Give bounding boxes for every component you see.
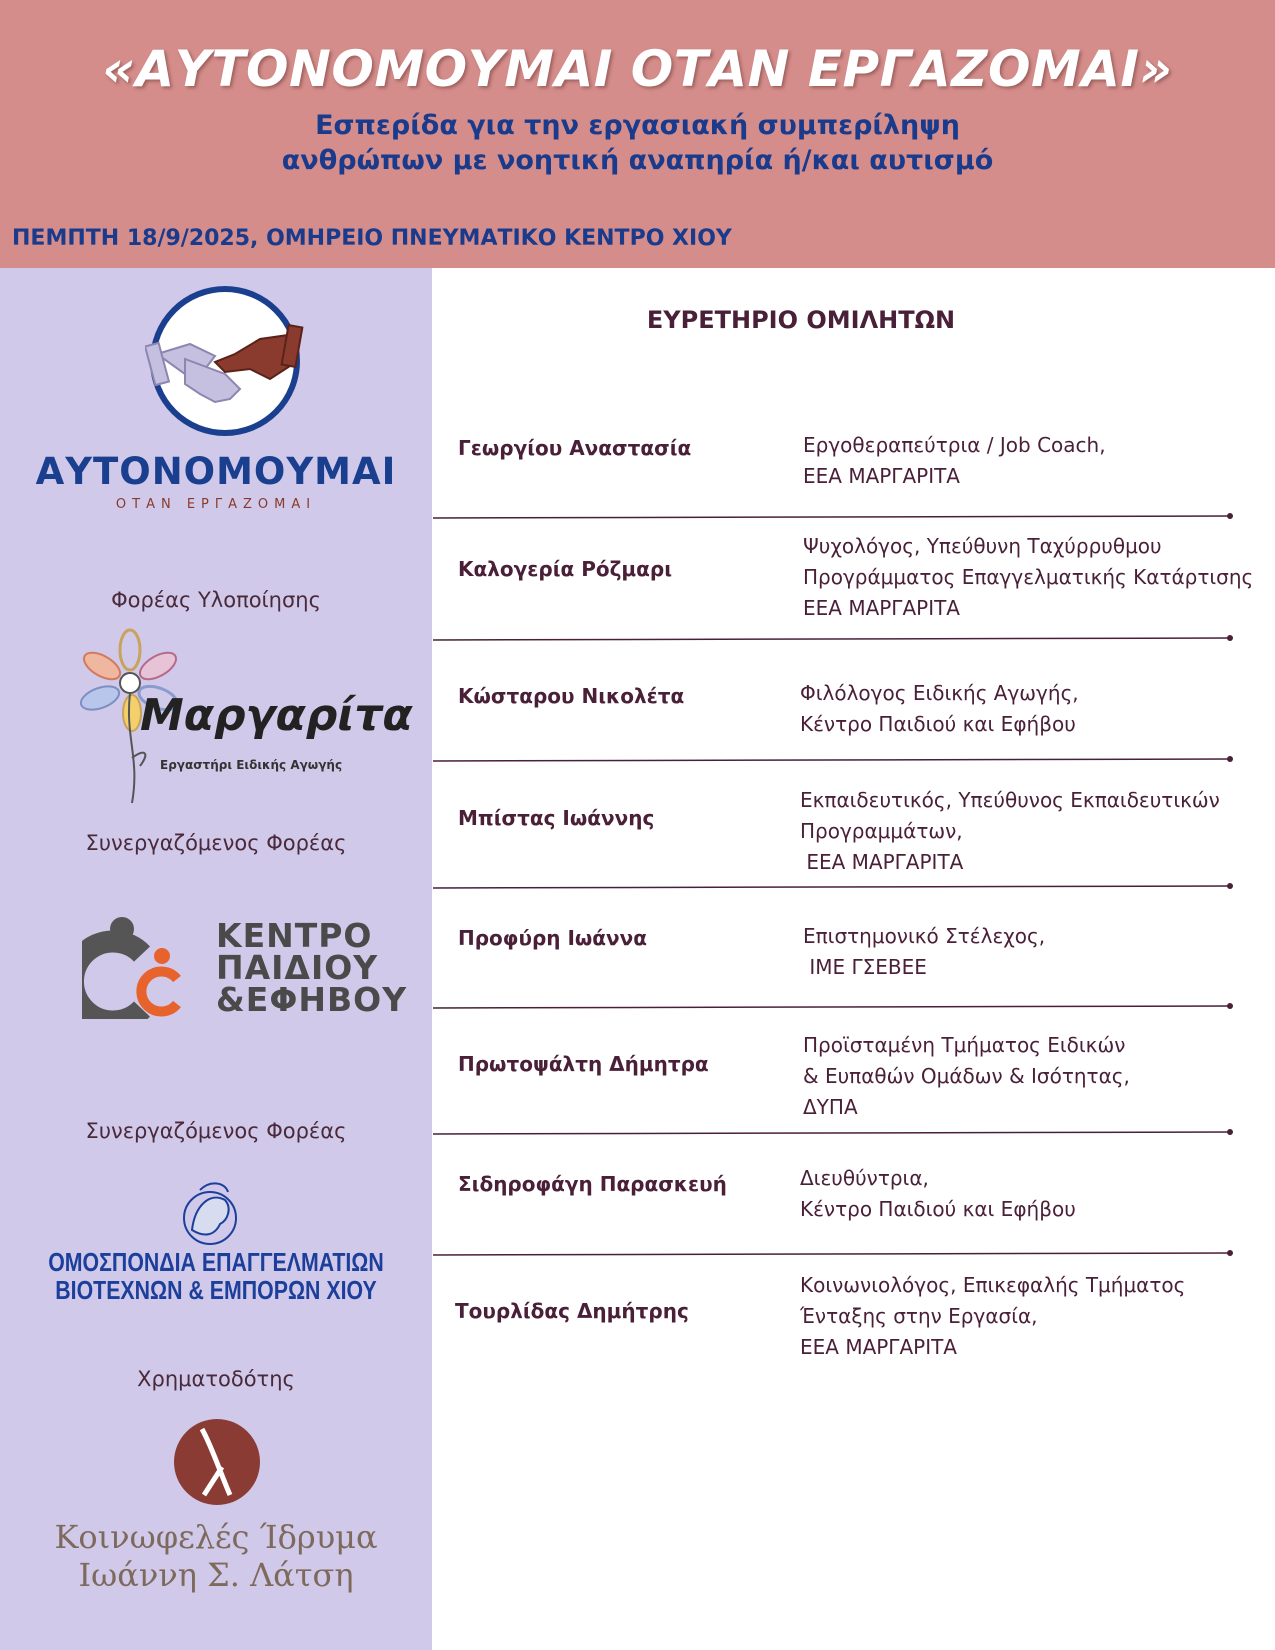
speaker-role-line: Διευθύντρια, [800, 1166, 929, 1190]
speaker-role-line: Κοινωνιολόγος, Επικεφαλής Τμήματος [800, 1273, 1186, 1297]
speaker-role-line: ΕΕΑ ΜΑΡΓΑΡΙΤΑ [803, 464, 960, 488]
laton-logo-icon [172, 1417, 262, 1507]
autonomoumai-logo-tagline: ΟΤΑΝ ΕΡΓΑΖΟΜΑΙ [115, 497, 317, 512]
event-subtitle-line1: Εσπερίδα για την εργασιακή συμπερίληψη [315, 110, 960, 141]
speaker-role-line: Φιλόλογος Ειδικής Αγωγής, [800, 681, 1079, 705]
speaker-role-line: Κέντρο Παιδιού και Εφήβου [800, 712, 1076, 736]
speaker-name: Προφύρη Ιωάννα [458, 926, 648, 950]
funder-label: Χρηματοδότης [137, 1367, 295, 1391]
speaker-role-line: ΕΕΑ ΜΑΡΓΑΡΙΤΑ [800, 850, 964, 874]
speaker-role [800, 1270, 1185, 1363]
speaker-role [800, 678, 1079, 740]
speakers-index-title: ΕΥΡΕΤΗΡΙΟ ΟΜΙΛΗΤΩΝ [646, 306, 956, 334]
speaker-role [803, 430, 1106, 492]
row-divider [433, 1248, 1233, 1260]
autonomoumai-logo-name: ΑΥΤΟΝΟΜΟΥΜΑΙ [35, 450, 397, 493]
event-date-place: ΠΕΜΠΤΗ 18/9/2025, ΟΜΗΡΕΙΟ ΠΝΕΥΜΑΤΙΚΟ ΚΕΝΤΡΟ ΧΙΟΥ [12, 226, 732, 251]
speaker-role [803, 921, 1045, 983]
margarita-logo-tagline: Εργαστήρι Ειδικής Αγωγής [160, 758, 343, 772]
speaker-role-line: Εκπαιδευτικός, Υπεύθυνος Εκπαιδευτικών [800, 788, 1220, 812]
omospondia-logo-name: ΟΜΟΣΠΟΝΔΙΑ ΕΠΑΓΓΕΛΜΑΤΙΩΝ ΒΙΟΤΕΧΝΩΝ & ΕΜΠΟΡΩΝ ΧΙΟΥ [48, 1247, 384, 1305]
speaker-role-line: Ένταξης στην Εργασία, [800, 1304, 1038, 1328]
kentro-logo-name: ΚΕΝΤΡΟ ΠΑΙΔΙΟΥ &ΕΦΗΒΟΥ [216, 916, 408, 1019]
lion-emblem-icon [170, 1180, 250, 1250]
speaker-role-line: Κέντρο Παιδιού και Εφήβου [800, 1197, 1076, 1221]
row-divider [433, 511, 1233, 523]
speaker-name: Μπίστας Ιωάννης [458, 806, 655, 830]
row-divider [433, 1127, 1233, 1139]
speaker-role-line: Προγραμμάτων, [800, 819, 963, 843]
speaker-role-line: ΙΜΕ ΓΣΕΒΕΕ [803, 955, 927, 979]
speaker-role [803, 531, 1253, 624]
event-title: «ΑΥΤΟΝΟΜΟΥΜΑΙ ΟΤΑΝ ΕΡΓΑΖΟΜΑΙ» [102, 40, 1173, 98]
kentro-logo-icon [82, 914, 212, 1019]
speaker-role [800, 785, 1220, 878]
speaker-role [803, 1030, 1130, 1123]
event-subtitle-line2: ανθρώπων με νοητική αναπηρία ή/και αυτισμό [281, 145, 994, 176]
speaker-role-line: & Ευπαθών Ομάδων & Ισότητας, [803, 1064, 1130, 1088]
speaker-name: Καλογερία Ρόζμαρι [458, 557, 672, 581]
speaker-name: Γεωργίου Αναστασία [458, 436, 692, 460]
row-divider [433, 881, 1233, 893]
speaker-role-line: Εργοθεραπεύτρια / Job Coach, [803, 433, 1106, 457]
partner2-label: Συνεργαζόμενος Φορέας [85, 1119, 347, 1143]
speaker-role [800, 1163, 1076, 1225]
speaker-role-line: Προγράμματος Επαγγελματικής Κατάρτισης [803, 565, 1254, 589]
speaker-name: Πρωτοψάλτη Δήμητρα [458, 1052, 709, 1076]
row-divider [433, 754, 1233, 766]
margarita-logo-name: Μαργαρίτα [140, 690, 413, 741]
implementer-label: Φορέας Υλοποίησης [111, 588, 321, 612]
speaker-role-line: ΔΥΠΑ [803, 1095, 858, 1119]
header-banner [0, 0, 1275, 268]
speaker-name: Τουρλίδας Δημήτρης [455, 1299, 689, 1323]
speaker-name: Σιδηροφάγη Παρασκευή [458, 1172, 727, 1196]
partner1-label: Συνεργαζόμενος Φορέας [85, 831, 347, 855]
speaker-role-line: ΕΕΑ ΜΑΡΓΑΡΙΤΑ [803, 596, 960, 620]
row-divider [433, 633, 1233, 645]
speaker-role-line: Προϊσταμένη Τμήματος Ειδικών [803, 1033, 1126, 1057]
speaker-role-line: ΕΕΑ ΜΑΡΓΑΡΙΤΑ [800, 1335, 957, 1359]
speaker-role-line: Ψυχολόγος, Υπεύθυνη Ταχύρρυθμου [803, 534, 1162, 558]
speaker-name: Κώσταρου Νικολέτα [458, 684, 685, 708]
handshake-logo-icon [145, 284, 305, 439]
speaker-role-line: Επιστημονικό Στέλεχος, [803, 924, 1046, 948]
row-divider [433, 1001, 1233, 1013]
laton-logo-name: Κοινωφελές Ίδρυμα Ιωάννη Σ. Λάτση [54, 1518, 378, 1594]
